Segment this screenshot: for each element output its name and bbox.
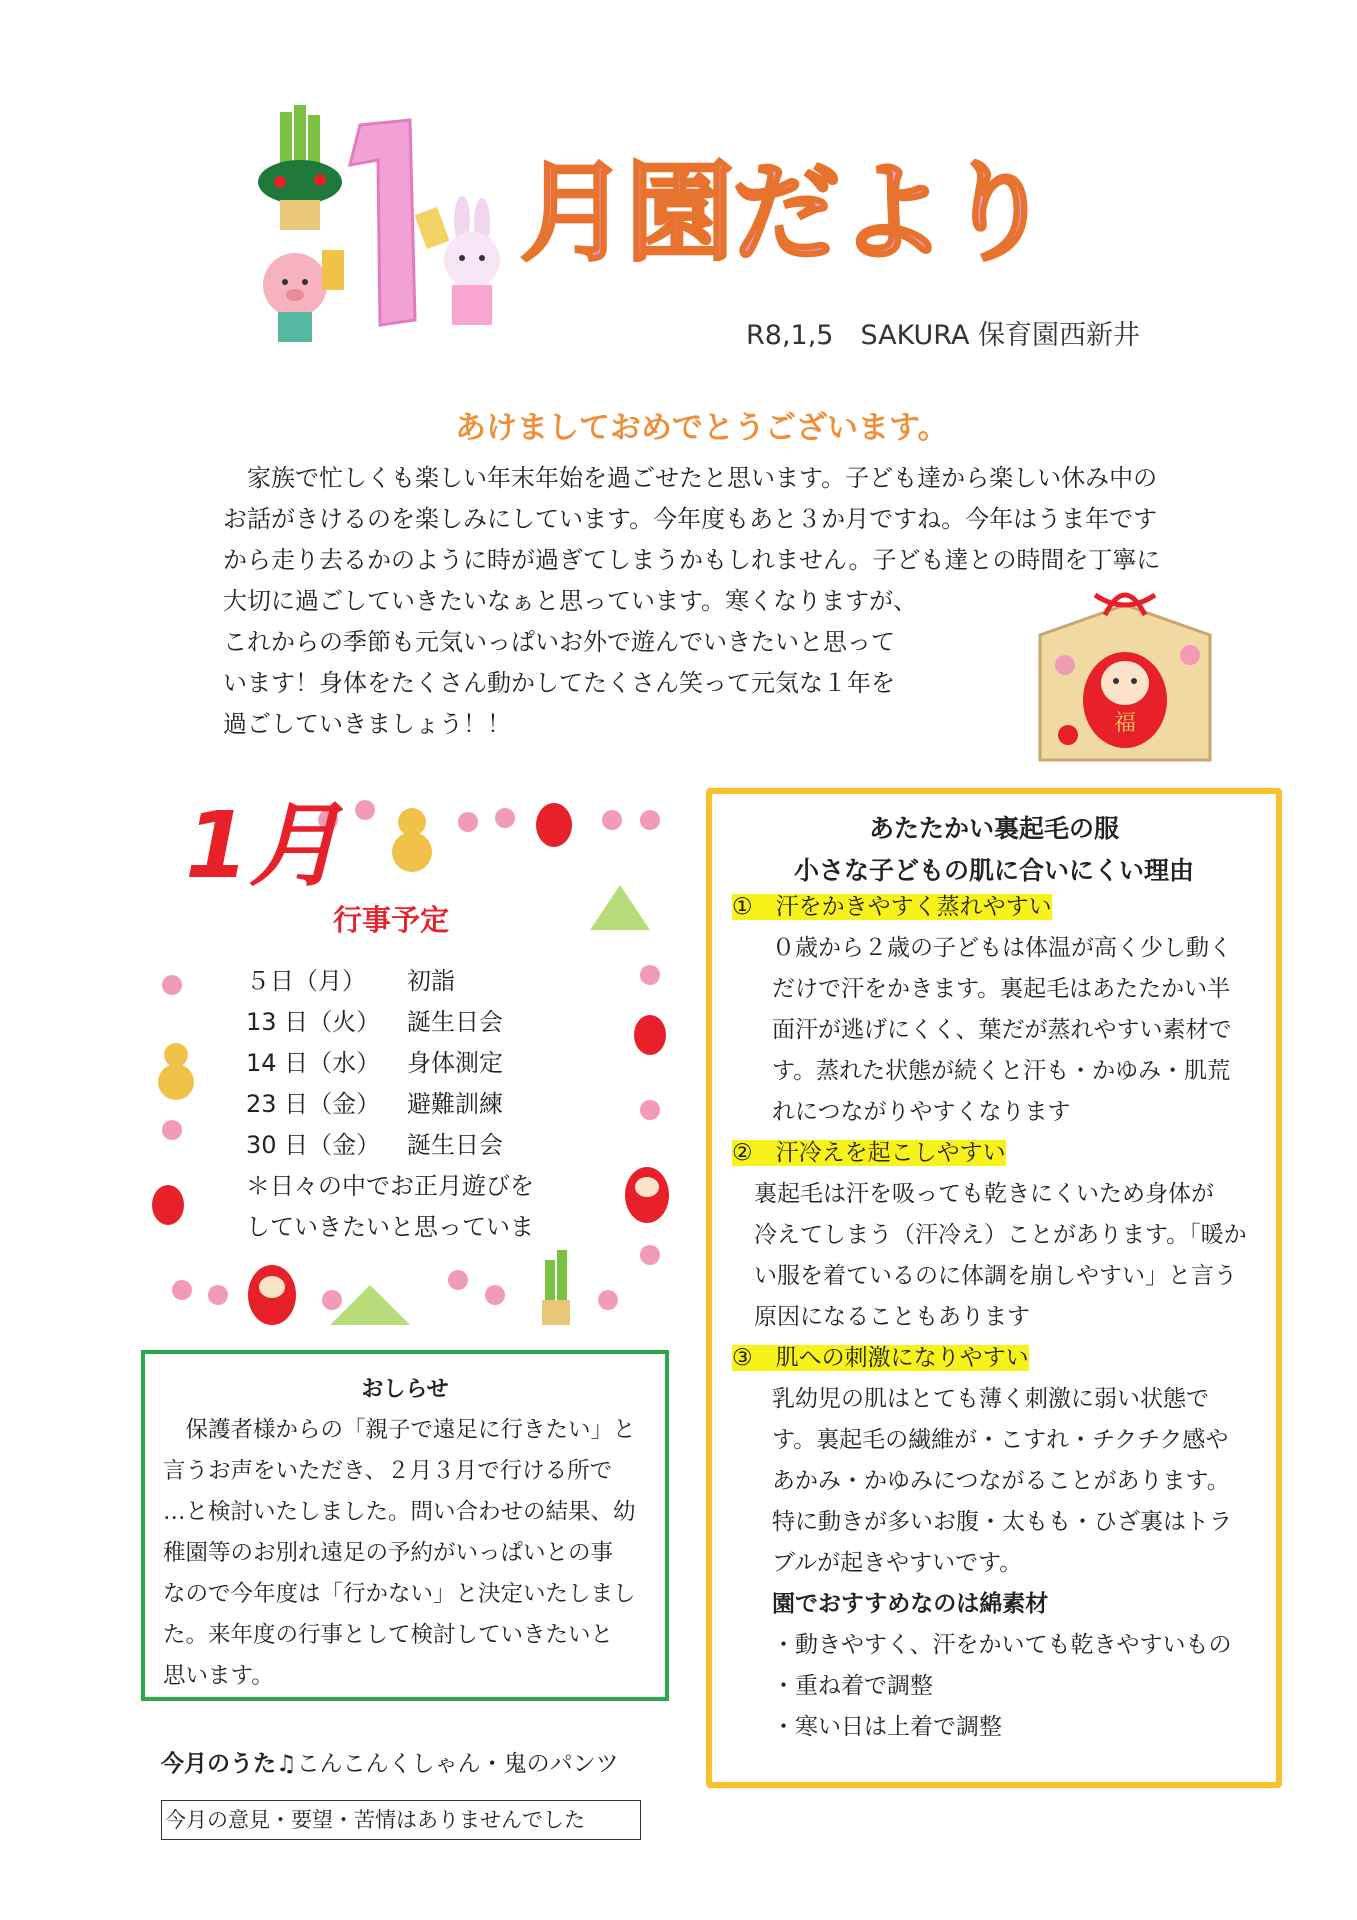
intro-line: います！身体をたくさん動かしてたくさん笑って元気な１年を (223, 669, 895, 697)
recommend-item: ・重ね着で調整 (772, 1673, 933, 1699)
event-row (246, 1002, 534, 1043)
date-line: R8,1,5 SAKURA 保育園西新井 (746, 320, 1141, 351)
events-title: 行事予定 (333, 903, 450, 937)
ema-label: 福 (1113, 711, 1137, 736)
fan-icon (590, 885, 650, 930)
section-heading: ① 汗をかきやすく蒸れやすい (732, 894, 1052, 920)
info-title-line: 小さな子どもの肌に合いにくい理由 (793, 856, 1194, 885)
intro-line: 家族で忙しくも楽しい年末年始を過ごせたと思います。子ども達から楽しい休み中の (223, 464, 1158, 492)
pig-character-icon (263, 250, 344, 342)
notice-body (163, 1410, 636, 1697)
new-year-greeting: あけましておめでとうございます。 (455, 410, 949, 446)
header-illustration (250, 100, 510, 350)
song-label: 今月のうた (161, 1751, 276, 1777)
event-note-line: ＊日々の中でお正月遊びを (246, 1172, 534, 1200)
notice-line: …と検討いたしました。問い合わせの結果、幼 (163, 1499, 636, 1525)
newsletter-title: 月園だより (520, 151, 1051, 276)
section-body: ０歳から２歳の子どもは体温が高く少し動く だけで汗をかきます。裏起毛はあたたかい半 面汗が逃げにくく、葉だが蒸れやすい素材で す。蒸れた状態が続くと汗も・かゆみ・肌荒 れにつながりやすくなります (772, 935, 1232, 1125)
events-month: 1月 (185, 792, 342, 899)
music-note-icon: ♫ (276, 1751, 297, 1777)
spinning-top-icon (536, 803, 572, 847)
recommend-list (772, 1625, 1232, 1748)
song-title: こんこんくしゃん・鬼のパンツ (296, 1751, 619, 1777)
event-row (246, 1043, 534, 1084)
opinion-box: 今月の意見・要望・苦情はありませんでした (161, 1800, 641, 1840)
event-name: 身体測定 (407, 1049, 503, 1077)
monthly-song (161, 1745, 619, 1778)
notice-line: 言うお声をいただき、２月３月で行ける所で (163, 1458, 613, 1484)
section-body: 乳幼児の肌はとても薄く刺激に弱い状態で す。裏起毛の繊維が・こすれ・チクチク感や あかみ・かゆみにつながることがあります。 特に動きが多いお腹・太もも・ひざ裏はトラ ブルが起きやすいです。 (772, 1386, 1232, 1576)
gourd-icon (158, 1043, 194, 1100)
recommend-item: ・動きやすく、汗をかいても乾きやすいもの (772, 1632, 1232, 1658)
event-name: 避難訓練 (407, 1090, 503, 1118)
notice-box (141, 1350, 669, 1701)
recommend-item: ・寒い日は上着で調整 (772, 1714, 1002, 1740)
ema-daruma-illustration (1020, 575, 1230, 765)
daruma-icon (625, 1167, 669, 1223)
event-name: 初詣 (407, 967, 455, 995)
notice-line: 保護者様からの「親子で遠足に行きたい」と (163, 1417, 636, 1443)
event-row (246, 1125, 534, 1166)
events-list (246, 961, 534, 1248)
event-name: 誕生日会 (407, 1008, 503, 1036)
daruma-icon (248, 1265, 296, 1325)
kadomatsu-icon (258, 105, 342, 230)
section-body: 裏起毛は汗を吸っても乾きにくいため身体が 冷えてしまう（汗冷え）ことがあります。「暖か い服を着ているのに体調を崩しやすい」と言う 原因になることもあります (754, 1181, 1247, 1330)
notice-line: 稚園等のお別れ遠足の予約がいっぱいとの事 (163, 1540, 614, 1566)
event-date: 14 日（水） (246, 1049, 381, 1077)
clothing-info-box (706, 788, 1282, 1788)
intro-line: 大切に過ごしていきたいなぁと思っています。寒くなりますが、 (223, 587, 918, 615)
fan-icon (330, 1285, 410, 1325)
section-heading: ② 汗冷えを起こしやすい (732, 1140, 1006, 1166)
intro-line: これからの季節も元気いっぱいお外で遊んでいきたいと思って (223, 628, 895, 656)
kadomatsu-icon (542, 1250, 570, 1325)
rabbit-character-icon (415, 196, 500, 325)
event-row (246, 1084, 534, 1125)
notice-title: おしらせ (361, 1377, 449, 1402)
event-name: 誕生日会 (407, 1131, 503, 1159)
event-note-line: していきたいと思っていま (246, 1213, 534, 1241)
notice-line: なので今年度は「行かない」と決定いたしまし (163, 1581, 636, 1607)
event-date: 13 日（火） (246, 1008, 381, 1036)
event-date: ５日（月） (246, 967, 366, 995)
intro-line: お話がきけるのを楽しみにしています。今年度もあと３か月ですね。今年はうま年です (223, 505, 1158, 533)
gourd-icon (392, 808, 432, 872)
section-heading: ③ 肌への刺激になりやすい (732, 1345, 1029, 1371)
intro-line: 過ごしていきましょう！！ (223, 710, 511, 738)
spinning-top-icon (152, 1185, 184, 1225)
info-title-line: あたたかい裏起毛の服 (868, 814, 1119, 843)
recommend-title: 園でおすすめなのは綿素材 (772, 1591, 1049, 1617)
event-date: 30 日（金） (246, 1131, 381, 1159)
intro-line: から走り去るかのように時が過ぎてしまうかもしれません。子ども達との時間を丁寧に (223, 546, 1161, 574)
spinning-top-icon (634, 1015, 666, 1055)
event-date: 23 日（金） (246, 1090, 381, 1118)
event-row (246, 961, 534, 1002)
notice-line: 思います。 (163, 1663, 274, 1689)
notice-line: た。来年度の行事として検討していきたいと (163, 1622, 614, 1648)
